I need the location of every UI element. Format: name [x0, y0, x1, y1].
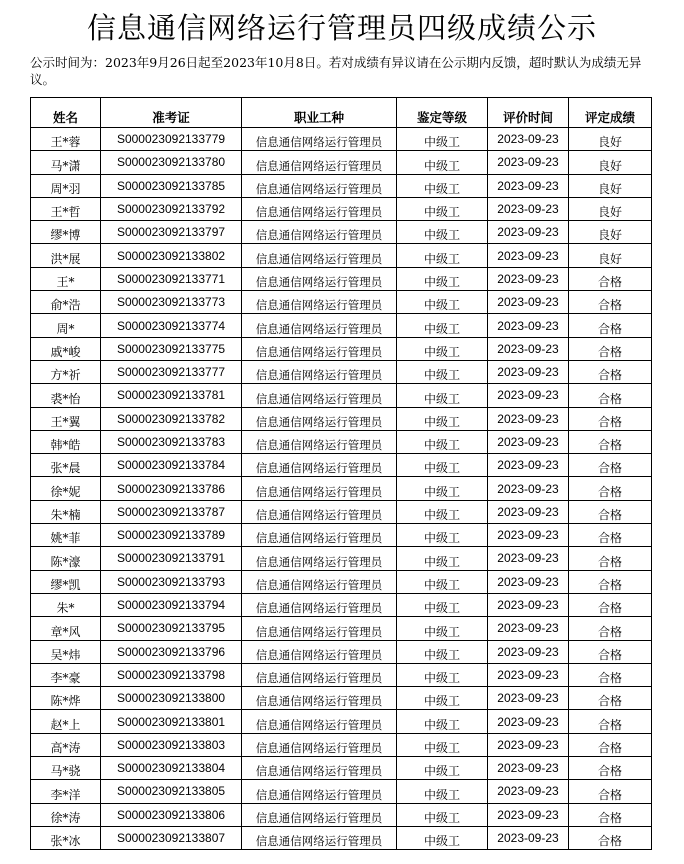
cell-date: 2023-09-23 — [488, 407, 569, 430]
cell-level: 中级工 — [397, 337, 488, 360]
cell-grade: 合格 — [569, 570, 652, 593]
table-row — [31, 500, 652, 523]
cell-name: 王* — [31, 267, 101, 290]
cell-ticket: S000023092133773 — [101, 291, 242, 314]
table-row — [31, 430, 652, 453]
table-row — [31, 803, 652, 826]
cell-name: 陈*濠 — [31, 547, 101, 570]
cell-grade: 合格 — [569, 267, 652, 290]
cell-job: 信息通信网络运行管理员 — [242, 407, 397, 430]
cell-grade: 合格 — [569, 454, 652, 477]
column-header-ticket: 准考证 — [101, 98, 242, 128]
cell-grade: 合格 — [569, 780, 652, 803]
table-row — [31, 477, 652, 500]
table-row — [31, 407, 652, 430]
cell-grade: 良好 — [569, 174, 652, 197]
cell-date: 2023-09-23 — [488, 757, 569, 780]
cell-ticket: S000023092133789 — [101, 524, 242, 547]
cell-level: 中级工 — [397, 291, 488, 314]
cell-date: 2023-09-23 — [488, 640, 569, 663]
cell-date: 2023-09-23 — [488, 617, 569, 640]
cell-level: 中级工 — [397, 733, 488, 756]
cell-grade: 合格 — [569, 500, 652, 523]
cell-name: 朱* — [31, 593, 101, 616]
table-row — [31, 757, 652, 780]
table-row — [31, 687, 652, 710]
cell-ticket: S000023092133800 — [101, 687, 242, 710]
cell-name: 马*骁 — [31, 757, 101, 780]
cell-name: 周* — [31, 314, 101, 337]
cell-ticket: S000023092133796 — [101, 640, 242, 663]
cell-date: 2023-09-23 — [488, 174, 569, 197]
cell-level: 中级工 — [397, 244, 488, 267]
cell-level: 中级工 — [397, 267, 488, 290]
table-row — [31, 314, 652, 337]
cell-ticket: S000023092133791 — [101, 547, 242, 570]
cell-name: 高*涛 — [31, 733, 101, 756]
cell-job: 信息通信网络运行管理员 — [242, 733, 397, 756]
cell-ticket: S000023092133804 — [101, 757, 242, 780]
table-body — [31, 128, 652, 850]
cell-level: 中级工 — [397, 314, 488, 337]
table-row — [31, 826, 652, 849]
cell-ticket: S000023092133798 — [101, 663, 242, 686]
cell-ticket: S000023092133801 — [101, 710, 242, 733]
cell-job: 信息通信网络运行管理员 — [242, 803, 397, 826]
table-row — [31, 617, 652, 640]
table-row — [31, 197, 652, 220]
page-title: 信息通信网络运行管理员四级成绩公示 — [86, 11, 597, 45]
cell-grade: 合格 — [569, 617, 652, 640]
table-row — [31, 151, 652, 174]
cell-level: 中级工 — [397, 663, 488, 686]
cell-job: 信息通信网络运行管理员 — [242, 780, 397, 803]
cell-date: 2023-09-23 — [488, 267, 569, 290]
cell-date: 2023-09-23 — [488, 197, 569, 220]
cell-date: 2023-09-23 — [488, 547, 569, 570]
cell-grade: 合格 — [569, 337, 652, 360]
cell-grade: 合格 — [569, 384, 652, 407]
cell-name: 方*祈 — [31, 360, 101, 383]
cell-grade: 合格 — [569, 430, 652, 453]
cell-job: 信息通信网络运行管理员 — [242, 687, 397, 710]
cell-name: 吴*炜 — [31, 640, 101, 663]
cell-level: 中级工 — [397, 360, 488, 383]
cell-name: 朱*楠 — [31, 500, 101, 523]
cell-job: 信息通信网络运行管理员 — [242, 128, 397, 151]
table-row — [31, 733, 652, 756]
cell-ticket: S000023092133793 — [101, 570, 242, 593]
cell-grade: 良好 — [569, 244, 652, 267]
cell-ticket: S000023092133784 — [101, 454, 242, 477]
table-row — [31, 593, 652, 616]
cell-grade: 合格 — [569, 524, 652, 547]
cell-level: 中级工 — [397, 407, 488, 430]
cell-date: 2023-09-23 — [488, 221, 569, 244]
cell-date: 2023-09-23 — [488, 477, 569, 500]
cell-ticket: S000023092133795 — [101, 617, 242, 640]
cell-ticket: S000023092133797 — [101, 221, 242, 244]
cell-ticket: S000023092133806 — [101, 803, 242, 826]
cell-date: 2023-09-23 — [488, 826, 569, 849]
cell-level: 中级工 — [397, 757, 488, 780]
cell-level: 中级工 — [397, 710, 488, 733]
cell-name: 章*风 — [31, 617, 101, 640]
cell-grade: 合格 — [569, 826, 652, 849]
cell-job: 信息通信网络运行管理员 — [242, 640, 397, 663]
cell-name: 姚*菲 — [31, 524, 101, 547]
cell-ticket: S000023092133785 — [101, 174, 242, 197]
cell-ticket: S000023092133807 — [101, 826, 242, 849]
cell-job: 信息通信网络运行管理员 — [242, 197, 397, 220]
cell-name: 李*豪 — [31, 663, 101, 686]
cell-name: 周*羽 — [31, 174, 101, 197]
table-row — [31, 291, 652, 314]
column-header-date: 评价时间 — [488, 98, 569, 128]
table-row — [31, 337, 652, 360]
scores-table — [30, 97, 652, 850]
table-row — [31, 384, 652, 407]
cell-grade: 合格 — [569, 547, 652, 570]
cell-grade: 良好 — [569, 221, 652, 244]
cell-grade: 合格 — [569, 733, 652, 756]
cell-grade: 合格 — [569, 407, 652, 430]
cell-date: 2023-09-23 — [488, 803, 569, 826]
cell-job: 信息通信网络运行管理员 — [242, 244, 397, 267]
cell-date: 2023-09-23 — [488, 593, 569, 616]
cell-date: 2023-09-23 — [488, 500, 569, 523]
cell-grade: 合格 — [569, 757, 652, 780]
cell-grade: 良好 — [569, 128, 652, 151]
cell-grade: 良好 — [569, 197, 652, 220]
cell-date: 2023-09-23 — [488, 710, 569, 733]
cell-level: 中级工 — [397, 477, 488, 500]
cell-grade: 合格 — [569, 291, 652, 314]
cell-job: 信息通信网络运行管理员 — [242, 174, 397, 197]
table-row — [31, 663, 652, 686]
cell-date: 2023-09-23 — [488, 128, 569, 151]
cell-ticket: S000023092133779 — [101, 128, 242, 151]
cell-ticket: S000023092133802 — [101, 244, 242, 267]
cell-level: 中级工 — [397, 384, 488, 407]
cell-grade: 合格 — [569, 314, 652, 337]
cell-name: 王*哲 — [31, 197, 101, 220]
cell-date: 2023-09-23 — [488, 314, 569, 337]
column-header-name: 姓名 — [31, 98, 101, 128]
cell-job: 信息通信网络运行管理员 — [242, 384, 397, 407]
cell-name: 王*翼 — [31, 407, 101, 430]
cell-level: 中级工 — [397, 197, 488, 220]
cell-level: 中级工 — [397, 593, 488, 616]
cell-job: 信息通信网络运行管理员 — [242, 314, 397, 337]
cell-level: 中级工 — [397, 617, 488, 640]
cell-date: 2023-09-23 — [488, 430, 569, 453]
cell-name: 陈*烨 — [31, 687, 101, 710]
table-row — [31, 267, 652, 290]
cell-date: 2023-09-23 — [488, 151, 569, 174]
cell-ticket: S000023092133805 — [101, 780, 242, 803]
cell-job: 信息通信网络运行管理员 — [242, 360, 397, 383]
column-header-grade: 评定成绩 — [569, 98, 652, 128]
table-row — [31, 547, 652, 570]
cell-ticket: S000023092133787 — [101, 500, 242, 523]
cell-ticket: S000023092133775 — [101, 337, 242, 360]
cell-level: 中级工 — [397, 454, 488, 477]
table-row — [31, 360, 652, 383]
cell-ticket: S000023092133803 — [101, 733, 242, 756]
table-row — [31, 454, 652, 477]
cell-level: 中级工 — [397, 780, 488, 803]
cell-ticket: S000023092133783 — [101, 430, 242, 453]
cell-name: 张*晨 — [31, 454, 101, 477]
table-row — [31, 174, 652, 197]
cell-grade: 合格 — [569, 687, 652, 710]
cell-grade: 合格 — [569, 640, 652, 663]
cell-level: 中级工 — [397, 500, 488, 523]
cell-ticket: S000023092133792 — [101, 197, 242, 220]
cell-date: 2023-09-23 — [488, 524, 569, 547]
cell-name: 李*洋 — [31, 780, 101, 803]
cell-grade: 合格 — [569, 663, 652, 686]
cell-name: 徐*妮 — [31, 477, 101, 500]
cell-ticket: S000023092133782 — [101, 407, 242, 430]
cell-name: 俞*浩 — [31, 291, 101, 314]
cell-level: 中级工 — [397, 640, 488, 663]
cell-date: 2023-09-23 — [488, 454, 569, 477]
notice-text: 公示时间为：2023年9月26日起至2023年10月8日。若对成绩有异议请在公示期内反馈，超时默认为成绩无异议。 — [30, 55, 642, 87]
cell-level: 中级工 — [397, 430, 488, 453]
cell-ticket: S000023092133771 — [101, 267, 242, 290]
cell-job: 信息通信网络运行管理员 — [242, 500, 397, 523]
cell-job: 信息通信网络运行管理员 — [242, 524, 397, 547]
table-row — [31, 221, 652, 244]
cell-name: 裘*怡 — [31, 384, 101, 407]
cell-job: 信息通信网络运行管理员 — [242, 221, 397, 244]
cell-job: 信息通信网络运行管理员 — [242, 826, 397, 849]
cell-level: 中级工 — [397, 826, 488, 849]
table-row — [31, 244, 652, 267]
cell-level: 中级工 — [397, 174, 488, 197]
cell-ticket: S000023092133780 — [101, 151, 242, 174]
cell-job: 信息通信网络运行管理员 — [242, 570, 397, 593]
cell-date: 2023-09-23 — [488, 291, 569, 314]
cell-date: 2023-09-23 — [488, 337, 569, 360]
cell-grade: 合格 — [569, 803, 652, 826]
cell-name: 徐*涛 — [31, 803, 101, 826]
cell-ticket: S000023092133786 — [101, 477, 242, 500]
cell-name: 马*潇 — [31, 151, 101, 174]
cell-job: 信息通信网络运行管理员 — [242, 430, 397, 453]
cell-level: 中级工 — [397, 547, 488, 570]
cell-level: 中级工 — [397, 570, 488, 593]
table-row — [31, 570, 652, 593]
cell-ticket: S000023092133794 — [101, 593, 242, 616]
cell-name: 韩*皓 — [31, 430, 101, 453]
cell-job: 信息通信网络运行管理员 — [242, 710, 397, 733]
cell-job: 信息通信网络运行管理员 — [242, 593, 397, 616]
cell-job: 信息通信网络运行管理员 — [242, 291, 397, 314]
cell-date: 2023-09-23 — [488, 244, 569, 267]
cell-date: 2023-09-23 — [488, 733, 569, 756]
table-row — [31, 128, 652, 151]
cell-job: 信息通信网络运行管理员 — [242, 454, 397, 477]
cell-level: 中级工 — [397, 524, 488, 547]
cell-level: 中级工 — [397, 128, 488, 151]
cell-job: 信息通信网络运行管理员 — [242, 477, 397, 500]
cell-date: 2023-09-23 — [488, 570, 569, 593]
cell-name: 王*蓉 — [31, 128, 101, 151]
cell-ticket: S000023092133777 — [101, 360, 242, 383]
cell-ticket: S000023092133781 — [101, 384, 242, 407]
cell-name: 戚*峻 — [31, 337, 101, 360]
table-row — [31, 710, 652, 733]
cell-date: 2023-09-23 — [488, 384, 569, 407]
cell-level: 中级工 — [397, 803, 488, 826]
cell-date: 2023-09-23 — [488, 780, 569, 803]
cell-grade: 合格 — [569, 593, 652, 616]
cell-level: 中级工 — [397, 687, 488, 710]
cell-date: 2023-09-23 — [488, 360, 569, 383]
cell-level: 中级工 — [397, 221, 488, 244]
cell-ticket: S000023092133774 — [101, 314, 242, 337]
cell-name: 缪*凯 — [31, 570, 101, 593]
cell-date: 2023-09-23 — [488, 663, 569, 686]
cell-grade: 合格 — [569, 360, 652, 383]
cell-grade: 良好 — [569, 151, 652, 174]
cell-job: 信息通信网络运行管理员 — [242, 151, 397, 174]
cell-job: 信息通信网络运行管理员 — [242, 547, 397, 570]
cell-name: 张*冰 — [31, 826, 101, 849]
table-row — [31, 640, 652, 663]
cell-grade: 合格 — [569, 477, 652, 500]
cell-name: 缪*博 — [31, 221, 101, 244]
column-header-level: 鉴定等级 — [397, 98, 488, 128]
cell-job: 信息通信网络运行管理员 — [242, 267, 397, 290]
table-row — [31, 524, 652, 547]
cell-job: 信息通信网络运行管理员 — [242, 617, 397, 640]
cell-level: 中级工 — [397, 151, 488, 174]
cell-grade: 合格 — [569, 710, 652, 733]
column-header-job: 职业工种 — [242, 98, 397, 128]
cell-job: 信息通信网络运行管理员 — [242, 757, 397, 780]
table-row — [31, 780, 652, 803]
cell-job: 信息通信网络运行管理员 — [242, 663, 397, 686]
table-header-row — [31, 98, 652, 128]
cell-name: 洪*展 — [31, 244, 101, 267]
cell-job: 信息通信网络运行管理员 — [242, 337, 397, 360]
cell-name: 赵*上 — [31, 710, 101, 733]
cell-date: 2023-09-23 — [488, 687, 569, 710]
